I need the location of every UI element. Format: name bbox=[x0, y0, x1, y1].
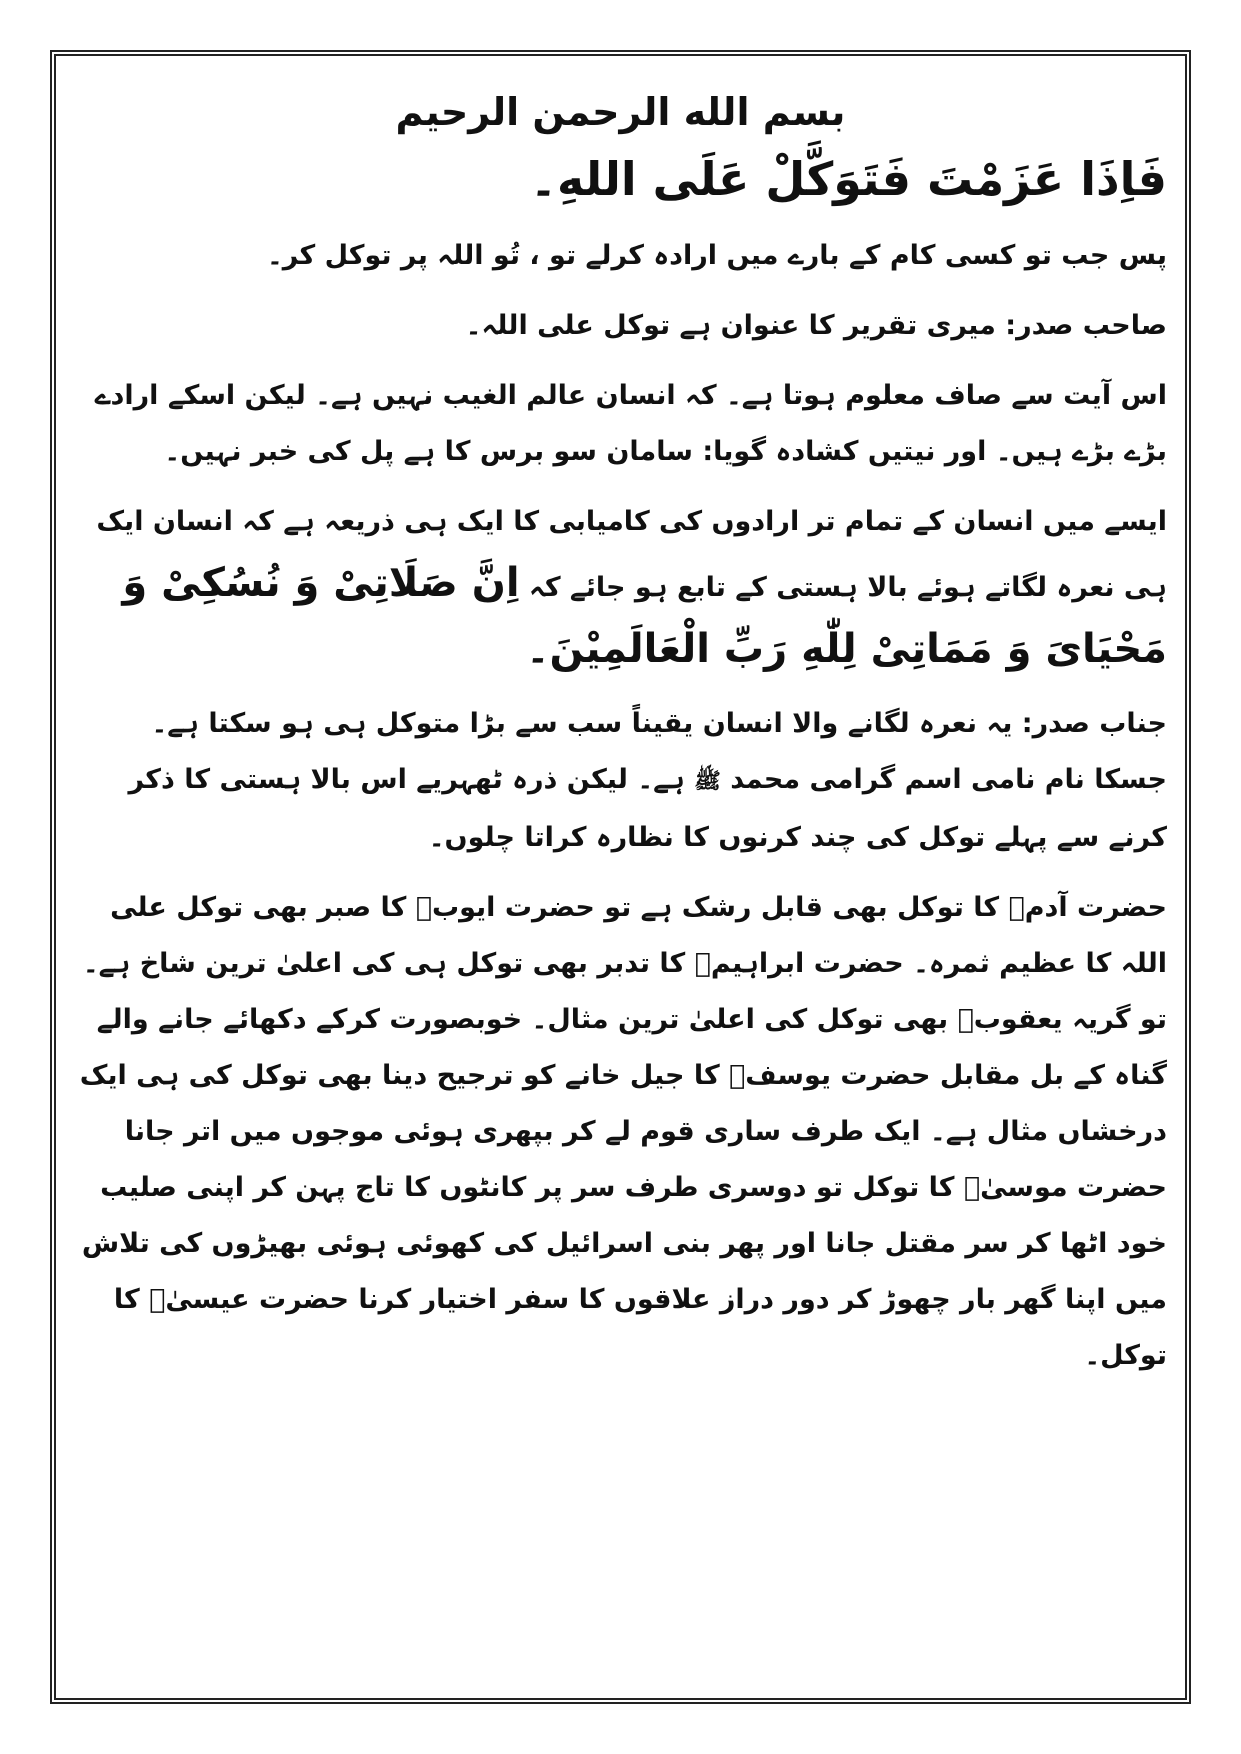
paragraph-2 bbox=[74, 494, 1167, 682]
quran-verse: فَاِذَا عَزَمْتَ فَتَوَكَّلْ عَلَى اللهِ۔ bbox=[530, 152, 1167, 206]
speech-topic: صاحب صدر: میری تقریر کا عنوان ہے توکل علی اللہ۔ bbox=[465, 310, 1167, 341]
paragraph-2-quran-quote: اِنَّ صَلَاتِیْ وَ نُسُكِیْ وَ مَحْیَایَ وَ مَمَاتِیْ لِلّٰهِ رَبِّ الْعَالَمِیْنَ۔ bbox=[122, 560, 1167, 672]
paragraph-1: اس آیت سے صاف معلوم ہوتا ہے۔ کہ انسان عالم الغیب نہیں ہے۔ لیکن اسکے ارادے بڑے بڑے ہیں۔ اور نیتیں کشادہ گویا: سامان سو برس کا ہے پل کی خبر نہیں۔ bbox=[94, 380, 1167, 467]
paragraph-3 bbox=[74, 696, 1167, 866]
bismillah-heading: بسم الله الرحمن الرحیم bbox=[395, 90, 846, 134]
document-body bbox=[74, 86, 1167, 1398]
paragraph-4: حضرت آدمؑ کا توکل بھی قابل رشک ہے تو حضرت ایوبؑ کا صبر بھی توکل علی اللہ کا عظیم ثمرہ۔ حضرت ابراہیمؑ کا تدبر بھی توکل ہی کی اعلیٰ ترین شاخ ہے۔ تو گریہ یعقوبؑ بھی توکل کی اعلیٰ ترین مثال۔ خوبصورت کرکے دکھائے جانے والے گناہ کے بل مقابل حضرت یوسفؑ کا جیل خانے کو ترجیح دینا بھی توکل کی ہی ایک درخشاں مثال ہے۔ ایک طرف ساری قوم لے کر بپھری ہوئی موجوں میں اتر جانا حضرت موسیٰؑ کا توکل تو دوسری طرف سر پر کانٹوں کا تاج پہن کر اپنی صلیب خود اٹھا کر سر مقتل جانا اور پھر بنی اسرائیل کی کھوئی ہوئی بھیڑوں کی تلاش میں اپنا گھر بار چھوڑ کر دور دراز علاقوں کا سفر اختیار کرنا حضرت عیسیٰؑ کا توکل۔ bbox=[79, 892, 1167, 1371]
verse-translation: پس جب تو کسی کام کے بارے میں ارادہ کرلے تو ، تُو اللہ پر توکل کر۔ bbox=[266, 240, 1167, 271]
paragraph-3-text-a: جناب صدر: یہ نعرہ لگانے والا انسان یقیناً سب سے بڑا متوکل ہی ہو سکتا ہے۔ جسکا نام نامی اسم گرامی محمد bbox=[151, 708, 1167, 795]
paragraph-3-text-b: ہے۔ لیکن ذرہ ٹھہریے اس بالا ہستی کا ذکر کرنے سے پہلے توکل کی چند کرنوں کا نظارہ کراتا چلوں۔ bbox=[128, 764, 1167, 853]
salawat-symbol: ﷺ bbox=[694, 769, 721, 794]
paragraph-2-text: ایسے میں انسان کے تمام تر ارادوں کی کامیابی کا ایک ہی ذریعہ ہے کہ انسان ایک ہی نعرہ لگاتے ہوئے بالا ہستی کے تابع ہو جائے کہ bbox=[96, 506, 1167, 603]
